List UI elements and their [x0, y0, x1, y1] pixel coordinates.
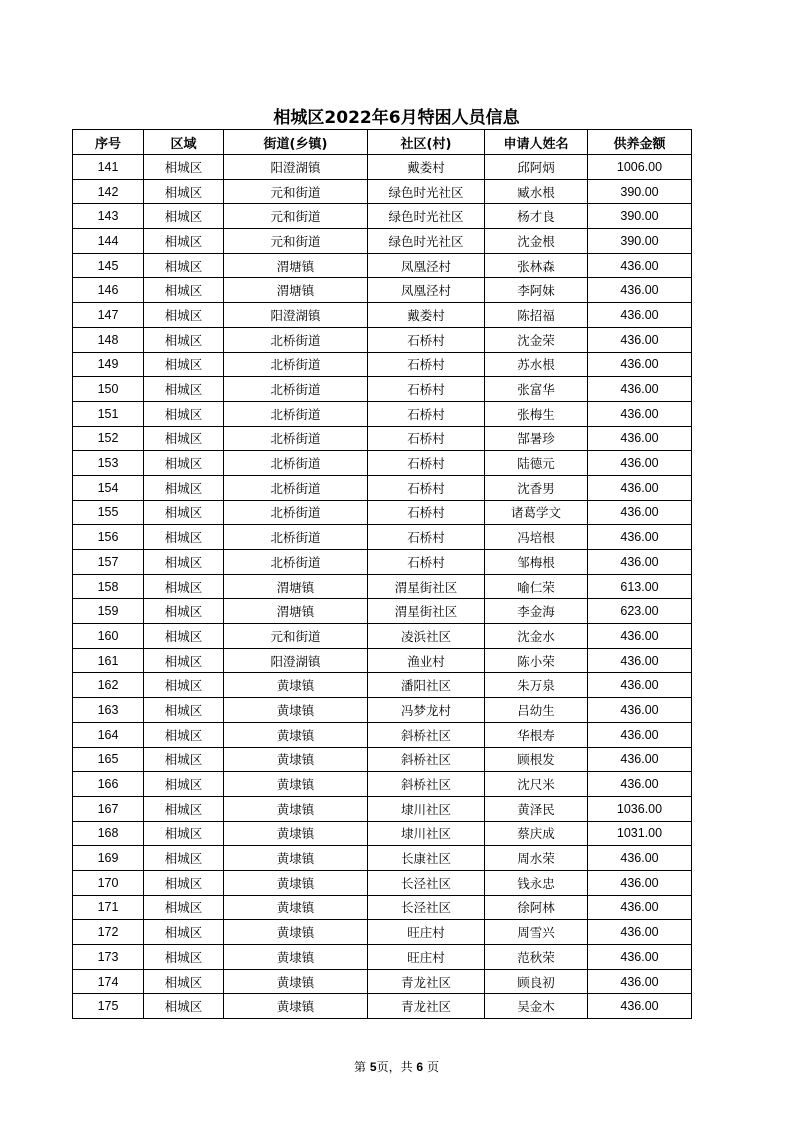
cell-street: 黄埭镇 [224, 920, 368, 945]
table-row [73, 994, 692, 1019]
cell-amount: 436.00 [588, 525, 692, 550]
table-row [73, 870, 692, 895]
cell-district: 相城区 [144, 994, 224, 1019]
cell-index: 173 [73, 945, 144, 970]
cell-street: 黄埭镇 [224, 994, 368, 1019]
cell-index: 166 [73, 772, 144, 797]
cell-index: 151 [73, 401, 144, 426]
cell-district: 相城区 [144, 500, 224, 525]
cell-street: 渭塘镇 [224, 574, 368, 599]
cell-index: 153 [73, 451, 144, 476]
cell-community: 石桥村 [368, 352, 485, 377]
cell-amount: 436.00 [588, 698, 692, 723]
cell-index: 164 [73, 722, 144, 747]
page-title: 相城区2022年6月特困人员信息 [273, 108, 520, 128]
table-row [73, 574, 692, 599]
cell-community: 渭星街社区 [368, 599, 485, 624]
cell-index: 156 [73, 525, 144, 550]
cell-community: 旺庄村 [368, 920, 485, 945]
cell-index: 148 [73, 327, 144, 352]
cell-amount: 436.00 [588, 945, 692, 970]
cell-index: 172 [73, 920, 144, 945]
footer-total-pages: 6 [416, 1060, 424, 1074]
table-row [73, 969, 692, 994]
cell-street: 北桥街道 [224, 550, 368, 575]
footer-mid: 页，共 [376, 1060, 413, 1074]
cell-applicant: 陈小荣 [485, 648, 588, 673]
cell-community: 旺庄村 [368, 945, 485, 970]
column-header-applicant: 申请人姓名 [485, 130, 588, 155]
cell-applicant: 吴金木 [485, 994, 588, 1019]
cell-community: 石桥村 [368, 377, 485, 402]
cell-community: 潘阳社区 [368, 673, 485, 698]
cell-amount: 436.00 [588, 969, 692, 994]
cell-applicant: 陆德元 [485, 451, 588, 476]
cell-amount: 436.00 [588, 327, 692, 352]
table-row [73, 846, 692, 871]
cell-community: 埭川社区 [368, 796, 485, 821]
cell-index: 145 [73, 253, 144, 278]
cell-index: 143 [73, 204, 144, 229]
cell-street: 元和街道 [224, 204, 368, 229]
cell-street: 渭塘镇 [224, 278, 368, 303]
cell-index: 147 [73, 303, 144, 328]
table-row [73, 278, 692, 303]
cell-street: 黄埭镇 [224, 722, 368, 747]
cell-community: 绿色时光社区 [368, 179, 485, 204]
cell-street: 黄埭镇 [224, 821, 368, 846]
cell-street: 阳澄湖镇 [224, 648, 368, 673]
cell-index: 162 [73, 673, 144, 698]
cell-amount: 436.00 [588, 870, 692, 895]
cell-index: 171 [73, 895, 144, 920]
cell-community: 石桥村 [368, 426, 485, 451]
table-row [73, 327, 692, 352]
cell-community: 凌浜社区 [368, 624, 485, 649]
table-row [73, 500, 692, 525]
cell-street: 渭塘镇 [224, 599, 368, 624]
cell-applicant: 郜暑珍 [485, 426, 588, 451]
cell-applicant: 张富华 [485, 377, 588, 402]
cell-amount: 1036.00 [588, 796, 692, 821]
table-row [73, 698, 692, 723]
cell-district: 相城区 [144, 673, 224, 698]
table-row [73, 204, 692, 229]
cell-index: 159 [73, 599, 144, 624]
table-header-row [73, 130, 692, 155]
table-row [73, 796, 692, 821]
cell-amount: 436.00 [588, 500, 692, 525]
cell-index: 154 [73, 475, 144, 500]
cell-amount: 436.00 [588, 550, 692, 575]
cell-district: 相城区 [144, 550, 224, 575]
cell-index: 150 [73, 377, 144, 402]
cell-amount: 390.00 [588, 229, 692, 254]
cell-community: 冯梦龙村 [368, 698, 485, 723]
cell-street: 黄埭镇 [224, 698, 368, 723]
cell-district: 相城区 [144, 648, 224, 673]
table-row [73, 747, 692, 772]
cell-district: 相城区 [144, 747, 224, 772]
cell-district: 相城区 [144, 278, 224, 303]
cell-district: 相城区 [144, 895, 224, 920]
table-row [73, 229, 692, 254]
cell-applicant: 黄泽民 [485, 796, 588, 821]
column-header-district: 区域 [144, 130, 224, 155]
cell-street: 元和街道 [224, 179, 368, 204]
cell-district: 相城区 [144, 624, 224, 649]
cell-applicant: 沈金荣 [485, 327, 588, 352]
cell-applicant: 张梅生 [485, 401, 588, 426]
cell-applicant: 沈金水 [485, 624, 588, 649]
cell-index: 163 [73, 698, 144, 723]
cell-amount: 436.00 [588, 253, 692, 278]
cell-community: 石桥村 [368, 500, 485, 525]
cell-community: 斜桥社区 [368, 747, 485, 772]
cell-district: 相城区 [144, 574, 224, 599]
cell-street: 北桥街道 [224, 525, 368, 550]
cell-applicant: 杨才良 [485, 204, 588, 229]
cell-district: 相城区 [144, 352, 224, 377]
cell-district: 相城区 [144, 401, 224, 426]
cell-applicant: 冯培根 [485, 525, 588, 550]
cell-index: 169 [73, 846, 144, 871]
table-row [73, 945, 692, 970]
cell-street: 阳澄湖镇 [224, 155, 368, 180]
cell-applicant: 诸葛学文 [485, 500, 588, 525]
table-row [73, 599, 692, 624]
cell-applicant: 徐阿林 [485, 895, 588, 920]
cell-applicant: 钱永忠 [485, 870, 588, 895]
table-row [73, 895, 692, 920]
cell-index: 146 [73, 278, 144, 303]
column-header-amount: 供养金额 [588, 130, 692, 155]
cell-community: 戴娄村 [368, 303, 485, 328]
cell-amount: 436.00 [588, 278, 692, 303]
cell-street: 黄埭镇 [224, 846, 368, 871]
cell-community: 凤凰泾村 [368, 278, 485, 303]
page-footer [0, 1058, 793, 1075]
cell-district: 相城区 [144, 475, 224, 500]
cell-applicant: 喻仁荣 [485, 574, 588, 599]
cell-street: 北桥街道 [224, 426, 368, 451]
cell-community: 斜桥社区 [368, 722, 485, 747]
table-row [73, 475, 692, 500]
cell-community: 石桥村 [368, 475, 485, 500]
cell-amount: 436.00 [588, 772, 692, 797]
cell-amount: 613.00 [588, 574, 692, 599]
cell-index: 144 [73, 229, 144, 254]
cell-applicant: 周水荣 [485, 846, 588, 871]
cell-community: 青龙社区 [368, 969, 485, 994]
cell-applicant: 邱阿炳 [485, 155, 588, 180]
cell-index: 142 [73, 179, 144, 204]
cell-community: 石桥村 [368, 550, 485, 575]
cell-community: 戴娄村 [368, 155, 485, 180]
cell-index: 158 [73, 574, 144, 599]
cell-community: 石桥村 [368, 451, 485, 476]
cell-district: 相城区 [144, 204, 224, 229]
table-row [73, 426, 692, 451]
cell-applicant: 张林森 [485, 253, 588, 278]
cell-street: 北桥街道 [224, 401, 368, 426]
cell-amount: 436.00 [588, 895, 692, 920]
cell-community: 长泾社区 [368, 870, 485, 895]
cell-amount: 436.00 [588, 401, 692, 426]
column-header-index: 序号 [73, 130, 144, 155]
footer-prefix: 第 [354, 1060, 367, 1074]
table-row [73, 648, 692, 673]
cell-district: 相城区 [144, 229, 224, 254]
footer-suffix: 页 [426, 1060, 439, 1074]
cell-street: 北桥街道 [224, 500, 368, 525]
cell-amount: 436.00 [588, 475, 692, 500]
cell-district: 相城区 [144, 796, 224, 821]
cell-district: 相城区 [144, 945, 224, 970]
cell-street: 黄埭镇 [224, 895, 368, 920]
cell-applicant: 顾根发 [485, 747, 588, 772]
cell-district: 相城区 [144, 451, 224, 476]
table-row [73, 624, 692, 649]
table-body [73, 155, 692, 1019]
cell-street: 黄埭镇 [224, 747, 368, 772]
cell-applicant: 臧水根 [485, 179, 588, 204]
cell-district: 相城区 [144, 599, 224, 624]
cell-district: 相城区 [144, 969, 224, 994]
table-row [73, 550, 692, 575]
cell-applicant: 邹梅根 [485, 550, 588, 575]
cell-street: 北桥街道 [224, 377, 368, 402]
cell-amount: 390.00 [588, 204, 692, 229]
cell-street: 黄埭镇 [224, 772, 368, 797]
personnel-table [72, 129, 692, 1019]
cell-index: 155 [73, 500, 144, 525]
cell-community: 凤凰泾村 [368, 253, 485, 278]
cell-applicant: 沈尺米 [485, 772, 588, 797]
cell-community: 渭星街社区 [368, 574, 485, 599]
footer-current-page: 5 [369, 1060, 377, 1074]
cell-community: 长康社区 [368, 846, 485, 871]
cell-district: 相城区 [144, 426, 224, 451]
column-header-community: 社区(村) [368, 130, 485, 155]
cell-index: 160 [73, 624, 144, 649]
cell-street: 黄埭镇 [224, 673, 368, 698]
cell-amount: 436.00 [588, 994, 692, 1019]
table-row [73, 525, 692, 550]
cell-index: 174 [73, 969, 144, 994]
cell-community: 青龙社区 [368, 994, 485, 1019]
cell-district: 相城区 [144, 772, 224, 797]
cell-district: 相城区 [144, 525, 224, 550]
cell-street: 黄埭镇 [224, 796, 368, 821]
table-row [73, 303, 692, 328]
cell-index: 152 [73, 426, 144, 451]
table-row [73, 155, 692, 180]
cell-community: 渔业村 [368, 648, 485, 673]
cell-street: 阳澄湖镇 [224, 303, 368, 328]
cell-applicant: 顾良初 [485, 969, 588, 994]
cell-index: 170 [73, 870, 144, 895]
cell-district: 相城区 [144, 722, 224, 747]
table-row [73, 352, 692, 377]
cell-street: 北桥街道 [224, 475, 368, 500]
cell-district: 相城区 [144, 870, 224, 895]
cell-amount: 436.00 [588, 624, 692, 649]
cell-index: 149 [73, 352, 144, 377]
cell-street: 北桥街道 [224, 352, 368, 377]
cell-applicant: 吕幼生 [485, 698, 588, 723]
cell-applicant: 华根寿 [485, 722, 588, 747]
table-row [73, 673, 692, 698]
cell-district: 相城区 [144, 155, 224, 180]
cell-district: 相城区 [144, 821, 224, 846]
cell-community: 埭川社区 [368, 821, 485, 846]
cell-street: 黄埭镇 [224, 870, 368, 895]
cell-applicant: 沈金根 [485, 229, 588, 254]
cell-amount: 390.00 [588, 179, 692, 204]
cell-index: 157 [73, 550, 144, 575]
cell-applicant: 朱万泉 [485, 673, 588, 698]
column-header-street: 街道(乡镇) [224, 130, 368, 155]
cell-applicant: 沈香男 [485, 475, 588, 500]
cell-community: 石桥村 [368, 327, 485, 352]
cell-amount: 436.00 [588, 377, 692, 402]
cell-amount: 436.00 [588, 352, 692, 377]
table-row [73, 179, 692, 204]
cell-amount: 436.00 [588, 648, 692, 673]
cell-index: 161 [73, 648, 144, 673]
cell-index: 165 [73, 747, 144, 772]
cell-street: 北桥街道 [224, 451, 368, 476]
cell-community: 石桥村 [368, 401, 485, 426]
cell-district: 相城区 [144, 303, 224, 328]
table-row [73, 722, 692, 747]
cell-district: 相城区 [144, 698, 224, 723]
cell-amount: 436.00 [588, 747, 692, 772]
cell-district: 相城区 [144, 179, 224, 204]
cell-index: 167 [73, 796, 144, 821]
cell-amount: 436.00 [588, 426, 692, 451]
cell-amount: 1031.00 [588, 821, 692, 846]
cell-community: 长泾社区 [368, 895, 485, 920]
cell-street: 元和街道 [224, 229, 368, 254]
cell-applicant: 苏水根 [485, 352, 588, 377]
cell-community: 石桥村 [368, 525, 485, 550]
cell-street: 渭塘镇 [224, 253, 368, 278]
cell-district: 相城区 [144, 846, 224, 871]
cell-amount: 436.00 [588, 722, 692, 747]
table-row [73, 401, 692, 426]
cell-district: 相城区 [144, 327, 224, 352]
cell-street: 黄埭镇 [224, 945, 368, 970]
cell-amount: 1006.00 [588, 155, 692, 180]
cell-amount: 436.00 [588, 673, 692, 698]
cell-community: 绿色时光社区 [368, 204, 485, 229]
cell-amount: 436.00 [588, 303, 692, 328]
table-row [73, 772, 692, 797]
cell-applicant: 陈招福 [485, 303, 588, 328]
cell-community: 斜桥社区 [368, 772, 485, 797]
cell-district: 相城区 [144, 377, 224, 402]
cell-amount: 436.00 [588, 451, 692, 476]
cell-street: 元和街道 [224, 624, 368, 649]
cell-applicant: 李金海 [485, 599, 588, 624]
cell-index: 141 [73, 155, 144, 180]
cell-district: 相城区 [144, 253, 224, 278]
cell-amount: 436.00 [588, 846, 692, 871]
table-row [73, 253, 692, 278]
table-row [73, 377, 692, 402]
table-row [73, 821, 692, 846]
cell-index: 168 [73, 821, 144, 846]
cell-amount: 436.00 [588, 920, 692, 945]
cell-amount: 623.00 [588, 599, 692, 624]
cell-street: 黄埭镇 [224, 969, 368, 994]
table-row [73, 920, 692, 945]
table-row [73, 451, 692, 476]
cell-applicant: 周雪兴 [485, 920, 588, 945]
cell-street: 北桥街道 [224, 327, 368, 352]
cell-community: 绿色时光社区 [368, 229, 485, 254]
cell-district: 相城区 [144, 920, 224, 945]
cell-applicant: 蔡庆成 [485, 821, 588, 846]
cell-index: 175 [73, 994, 144, 1019]
cell-applicant: 范秋荣 [485, 945, 588, 970]
cell-applicant: 李阿妹 [485, 278, 588, 303]
